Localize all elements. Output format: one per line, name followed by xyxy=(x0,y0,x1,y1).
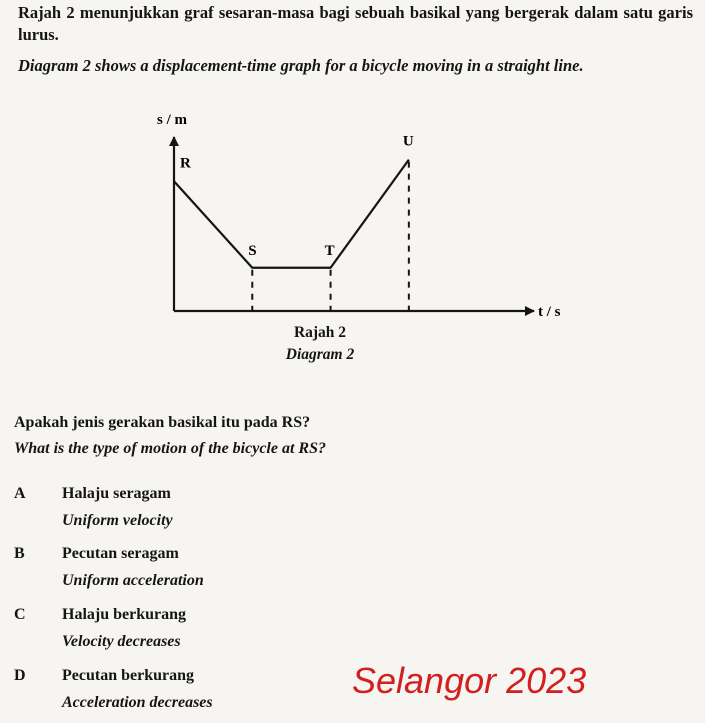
option-a-malay[interactable]: Halaju seragam xyxy=(62,485,171,502)
option-d-malay[interactable]: Pecutan berkurang xyxy=(62,667,194,684)
figure-caption-malay: Rajah 2 xyxy=(293,324,347,341)
option-c-malay[interactable]: Halaju berkurang xyxy=(62,606,187,623)
option-a-letter[interactable]: A xyxy=(14,485,26,502)
option-d-letter[interactable]: D xyxy=(14,667,26,684)
y-axis-label: s / m xyxy=(157,112,187,128)
point-label-u: U xyxy=(402,133,414,150)
watermark-text: Selangor 2023 xyxy=(352,660,587,701)
point-label-t: T xyxy=(324,242,335,259)
prompt-english: What is the type of motion of the bicycle at RS? xyxy=(14,440,326,457)
prompt-malay: Apakah jenis gerakan basikal itu pada RS? xyxy=(14,414,311,431)
option-c-english[interactable]: Velocity decreases xyxy=(62,633,181,650)
question-text-english: Diagram 2 shows a displacement-time graph for a bicycle moving in a straight line. xyxy=(18,56,584,75)
option-b-malay[interactable]: Pecutan seragam xyxy=(62,545,179,562)
series-line xyxy=(174,160,409,268)
x-axis-label: t / s xyxy=(538,304,561,320)
point-label-r: R xyxy=(180,155,191,172)
option-a-english[interactable]: Uniform velocity xyxy=(62,512,173,529)
option-c-letter[interactable]: C xyxy=(14,606,26,623)
option-b-letter[interactable]: B xyxy=(14,545,25,562)
question-text-malay: Rajah 2 menunjukkan graf sesaran-masa bagi sebuah basikal yang bergerak dalam satu garis lurus. xyxy=(18,3,693,44)
option-d-english[interactable]: Acceleration decreases xyxy=(62,694,213,711)
figure-caption-english: Diagram 2 xyxy=(285,346,355,363)
point-label-s: S xyxy=(248,242,257,259)
option-b-english[interactable]: Uniform acceleration xyxy=(62,572,204,589)
